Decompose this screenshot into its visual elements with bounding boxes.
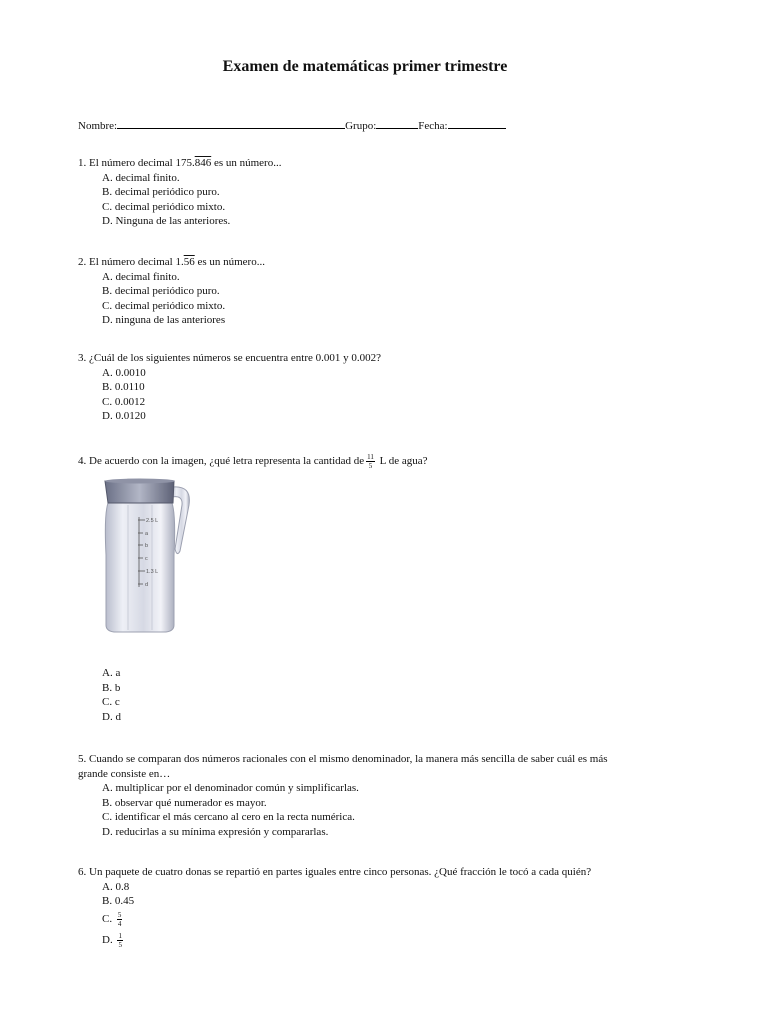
question-3-options [102,366,638,424]
question-5-text: 5. Cuando se comparan dos números racionales con el mismo denominador, la manera más sencilla de saber cuál es más grande consiste en… [78,753,608,780]
grupo-label: Grupo: [345,120,377,132]
exam-title: Examen de matemáticas primer trimestre [222,58,508,75]
scale-label-b: b [145,543,149,549]
option-c[interactable]: C. c [102,696,120,708]
fecha-blank[interactable] [448,117,506,129]
question-4 [78,453,638,470]
scale-label-2-5l: 2.5 L [146,518,159,524]
question-6 [78,865,678,949]
question-6-options [102,880,678,949]
jar-body [105,503,174,632]
question-2 [78,255,638,328]
scale-label-c: c [145,556,148,562]
option-c[interactable]: C. decimal periódico mixto. [102,200,226,213]
option-a[interactable]: A. decimal finito. [102,171,180,184]
option-a[interactable]: A. a [102,667,121,679]
option-d[interactable]: D. reducirlas a su mínima expresión y compararlas. [102,825,329,838]
question-2-options [102,270,638,328]
nombre-label: Nombre: [78,120,118,132]
scale-label-1-3l: 1.3 L [146,569,159,575]
fraction-eleven-fifths: $\frac{11}{5}$ [367,453,374,470]
question-6-text: 6. Un paquete de cuatro donas se repartió en partes iguales entre cinco personas. ¿Qué fracción le tocó a cada quién? [78,866,592,878]
measuring-jar-image [100,475,200,635]
option-d[interactable]: D. $\frac{1}{5}$ [102,931,122,949]
option-c[interactable]: C. 0.0012 [102,395,146,408]
fecha-label: Fecha: [418,120,448,132]
question-1 [78,156,638,229]
question-1-text: 1. El número decimal 175.846 es un número... [78,157,282,169]
option-c[interactable]: C. decimal periódico mixto. [102,299,226,312]
scale-label-a: a [145,531,149,537]
question-4-options-block [78,666,638,724]
question-3 [78,351,638,424]
grupo-blank[interactable] [376,117,418,129]
question-3-text: 3. ¿Cuál de los siguientes números se encuentra entre 0.001 y 0.002? [78,352,382,364]
option-d[interactable]: D. Ninguna de las anteriores. [102,215,231,227]
question-2-text: 2. El número decimal 1.56 es un número... [78,256,265,268]
nombre-blank[interactable] [117,117,345,129]
option-b[interactable]: B. observar qué numerador es mayor. [102,796,267,809]
question-4-options [102,666,638,724]
option-a[interactable]: A. decimal finito. [102,270,180,283]
question-1-options [102,171,638,229]
question-5-options [102,781,638,839]
question-5 [78,752,638,839]
option-b[interactable]: B. decimal periódico puro. [102,285,220,297]
jar-lid [105,481,174,503]
scale-label-d: d [145,582,149,588]
option-b[interactable]: B. b [102,681,121,694]
repeating-digits: 846 [194,157,212,169]
student-info-line [78,117,506,132]
option-a[interactable]: A. multiplicar por el denominador común y simplificarlas. [102,782,359,794]
option-b[interactable]: B. 0.45 [102,895,135,907]
option-c[interactable]: C. $\frac{5}{4}$ [102,910,122,928]
fraction-five-fourths: $\frac{5}{4}$ [117,910,122,928]
option-d[interactable]: D. 0.0120 [102,410,146,422]
option-d[interactable]: D. ninguna de las anteriores [102,314,226,326]
option-c[interactable]: C. identificar el más cercano al cero en la recta numérica. [102,811,355,823]
option-b[interactable]: B. 0.0110 [102,381,145,393]
option-a[interactable]: A. 0.0010 [102,366,146,379]
question-4-text: 4. De acuerdo con la imagen, ¿qué letra representa la cantidad de $\frac{11}{5}$ L de agua? [78,453,428,470]
repeating-digits: 56 [183,256,195,268]
fraction-one-fifth: $\frac{1}{5}$ [118,931,122,949]
option-d[interactable]: D. d [102,710,121,723]
option-b[interactable]: B. decimal periódico puro. [102,186,220,198]
option-a[interactable]: A. 0.8 [102,880,130,893]
